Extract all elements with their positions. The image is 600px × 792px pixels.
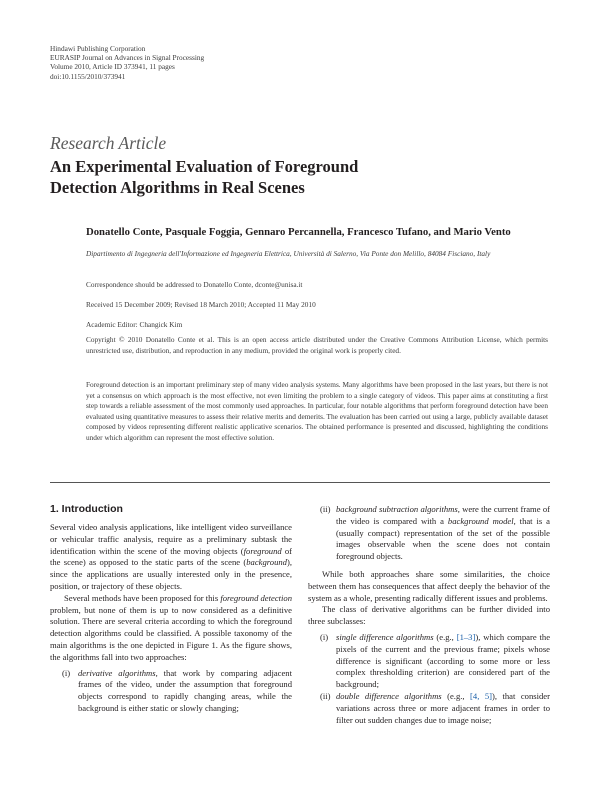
- citation-link[interactable]: 5]: [484, 690, 492, 701]
- list-item-derivative: (i) derivative algorithms, that work by comparing adjacent frames of the video, under the assumption that foreground objects correspond to rapidly changing areas, while the background is either static or slowly changing;: [62, 667, 292, 713]
- article-title: [50, 157, 358, 198]
- list-item-single-difference: (i) single difference algorithms (e.g., [1–3]), which compare the pixels of the current and the previous frame; pixels whose difference is significant (according to some more or less complex thresholding criterion) are considered part of the background;: [320, 631, 551, 690]
- title-line-1: An Experimental Evaluation of Foreground: [50, 157, 359, 176]
- publisher-name: Hindawi Publishing Corporation: [50, 44, 146, 53]
- volume-info: Volume 2010, Article ID 373941, 11 pages: [50, 62, 175, 72]
- list-item-background-subtraction: (ii) background subtraction algorithms, were the current frame of the video is compared with a background model, that is a (usually compact) representation of the set of the possible images observable when the scene does not contain foreground objects.: [320, 504, 550, 562]
- left-column: [50, 522, 292, 715]
- doi[interactable]: doi:10.1155/2010/373941: [50, 71, 126, 81]
- section-heading-introduction: 1. Introduction: [50, 503, 123, 515]
- copyright-notice: Copyright © 2010 Donatello Conte et al. This is an open access article distributed under the Creative Commons Attribution License, which permits unrestricted use, distribution, and reproduction in any medium, provided the original work is properly cited.: [86, 335, 548, 355]
- article-type: Research Article: [50, 133, 167, 153]
- academic-editor: Academic Editor: Changick Kim: [86, 320, 183, 329]
- journal-name: EURASIP Journal on Advances in Signal Processing: [50, 53, 205, 63]
- citation-link[interactable]: [1–3]: [456, 631, 476, 642]
- intro-paragraph-2: Several methods have been proposed for this foreground detection problem, but none of them is up to now considered as a definitive solution. There are several criteria according to which the foreground detection algorithms could be classified. A possible taxonomy of the main algorithms is the one depicted in Figure 1. As the figure shows, the algorithms fall into two approaches:: [50, 592, 293, 662]
- abstract: Foreground detection is an important preliminary step of many video analysis systems. Many algorithms have been proposed in the last years, but there is not yet a consensus on which approach is the most effective, not even limiting the problem to a single category of videos. This paper aims at constituting a first step towards a reliable assessment of the most commonly used approaches. In particular, four notable algorithms that perform foreground detection have been evaluated using quantitative measures to assess their relative merits and demerits. The evaluation has been carried out using a large, publicly available dataset composed by videos representing different realistic applicative scenarios. The obtained performance is presented and discussed, highlighting the conditions under which algorithm can represent the most effective solution.: [86, 380, 548, 442]
- intro-paragraph-1: Several video analysis applications, like intelligent video surveillance or vehicular traffic analysis, require as a preliminary subtask the identification within the scene of the moving objects (foreground of the scene) as opposed to the static parts of the scene (background), since the applications are usually interested only in the presence, position, or trajectory of these objects.: [50, 522, 292, 591]
- intro-paragraph-4: The class of derivative algorithms can be further divided into three subclasses:: [308, 604, 550, 627]
- citation-link[interactable]: [4,: [470, 690, 480, 701]
- journal-header: [50, 44, 204, 81]
- section-divider: [50, 482, 550, 483]
- intro-paragraph-3: While both approaches share some similarities, the choice between them has consequences that affect deeply the behavior of the system as a whole, presenting radically different issues and problems.: [308, 568, 550, 603]
- list-item-double-difference: (ii) double difference algorithms (e.g., [4, 5]), that consider variations across three or more adjacent frames in order to filter out sudden changes due to image noise;: [320, 690, 550, 725]
- right-column: [308, 504, 550, 726]
- affiliation: Dipartimento di Ingegneria dell'Informazione ed Ingegneria Elettrica, Università di Salerno, Via Ponte don Melillo, 84084 Fisciano, Italy: [86, 249, 491, 258]
- title-line-2: Detection Algorithms in Real Scenes: [50, 177, 305, 197]
- correspondence: Correspondence should be addressed to Donatello Conte, dconte@unisa.it: [86, 280, 303, 289]
- author-list: Donatello Conte, Pasquale Foggia, Gennaro Percannella, Francesco Tufano, and Mario Vento: [86, 226, 511, 238]
- publication-dates: Received 15 December 2009; Revised 18 March 2010; Accepted 11 May 2010: [86, 300, 316, 309]
